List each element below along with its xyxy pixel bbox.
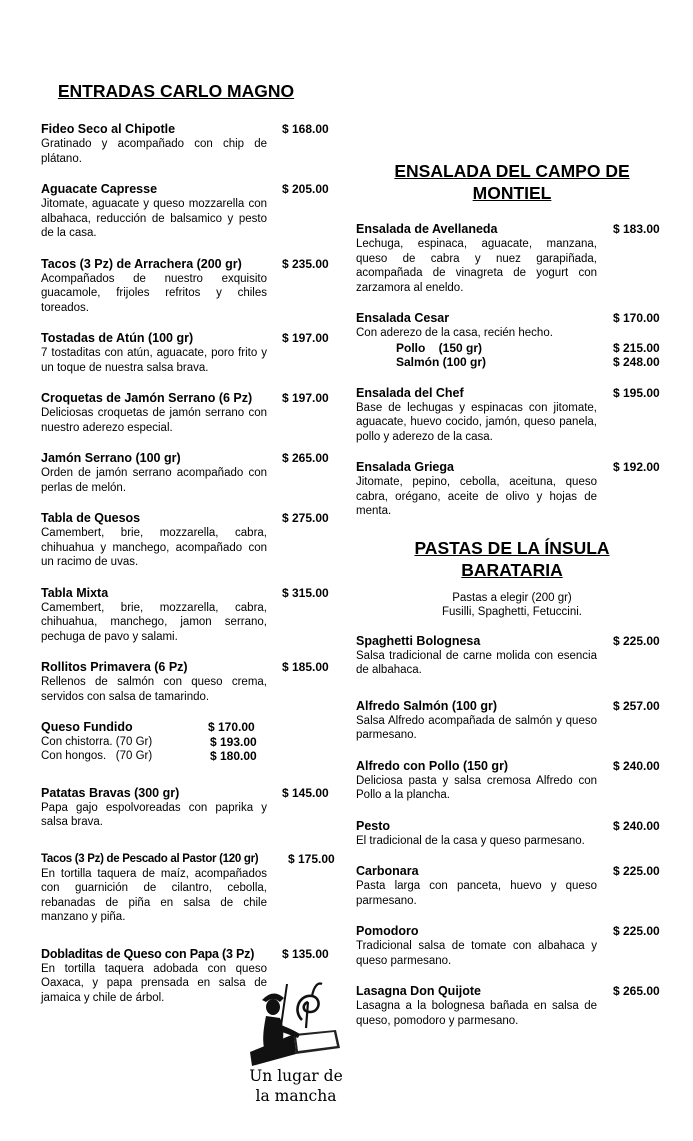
item-description: Camembert, brie, mozzarella, cabra, chihuahua y manchego, acompañado con un racimo de uvas. bbox=[41, 527, 267, 568]
menu-item bbox=[41, 257, 336, 316]
item-name: Ensalada del Chef bbox=[356, 385, 464, 400]
section-title-line: MONTIEL bbox=[472, 183, 552, 203]
option-row bbox=[41, 749, 336, 764]
item-description: El tradicional de la casa y queso parmesano. bbox=[356, 834, 585, 847]
logo-text bbox=[236, 1066, 356, 1106]
option-label: Con hongos. (70 Gr) bbox=[41, 750, 153, 762]
menu-item bbox=[41, 511, 336, 570]
item-description: Lechuga, espinaca, aguacate, manzana, queso de cabra y nuez garapiñada, acompañada de vinagreta de yogurt con zarzamora al eneldo. bbox=[356, 238, 597, 294]
item-name: Ensalada Cesar bbox=[356, 311, 450, 325]
item-name: Alfredo con Pollo (150 gr) bbox=[356, 758, 509, 773]
pasta-note-line: Fusilli, Spaghetti, Fetuccini. bbox=[442, 606, 582, 618]
item-name: Jamón Serrano (100 gr) bbox=[41, 451, 181, 465]
option-row bbox=[356, 355, 668, 370]
item-name: Tacos (3 Pz) de Pescado al Pastor (120 gr) bbox=[41, 852, 259, 865]
item-description: Lasagna a la bolognesa bañada en salsa de queso, pomodoro y parmesano. bbox=[356, 1000, 597, 1027]
item-price: $ 257.00 bbox=[613, 698, 660, 713]
item-description: Salsa Alfredo acompañada de salmón y queso parmesano. bbox=[356, 714, 597, 741]
menu-item bbox=[356, 819, 668, 849]
option-price: $ 180.00 bbox=[210, 749, 257, 763]
item-price: $ 235.00 bbox=[282, 256, 329, 271]
item-name: Aguacate Capresse bbox=[41, 182, 158, 196]
menu-item bbox=[41, 182, 336, 241]
item-description: Con aderezo de la casa, recién hecho. bbox=[356, 327, 553, 339]
item-price: $ 225.00 bbox=[613, 633, 660, 648]
item-name: Croquetas de Jamón Serrano (6 Pz) bbox=[41, 391, 253, 405]
restaurant-logo bbox=[236, 980, 356, 1110]
item-price: $ 195.00 bbox=[613, 385, 660, 400]
item-description: Orden de jamón serrano acompañado con perlas de melón. bbox=[41, 467, 267, 494]
section-title-line: ENSALADA DEL CAMPO DE bbox=[394, 161, 630, 181]
entradas-column bbox=[41, 80, 336, 1021]
entradas-list bbox=[41, 122, 336, 1005]
item-name: Spaghetti Bolognesa bbox=[356, 633, 481, 648]
section-title-line: PASTAS DE LA ÍNSULA bbox=[414, 537, 610, 558]
item-name: Carbonara bbox=[356, 864, 419, 878]
option-price: $ 248.00 bbox=[613, 355, 660, 369]
menu-item-ensalada-cesar bbox=[356, 311, 668, 370]
option-label: Con chistorra. (70 Gr) bbox=[41, 735, 153, 748]
menu-item bbox=[356, 699, 668, 743]
item-price: $ 197.00 bbox=[282, 391, 329, 405]
item-name: Lasagna Don Quijote bbox=[356, 984, 482, 998]
option-row bbox=[356, 341, 668, 356]
item-price: $ 265.00 bbox=[282, 451, 329, 465]
item-description: Jitomate, aguacate y queso mozzarella con albahaca, reducción de balsamico y pesto de la casa. bbox=[41, 198, 267, 239]
item-description: En tortilla taquera adobada con queso Oaxaca, y papa prensada en salsa de jamaica y chile de árbol. bbox=[41, 962, 267, 1004]
menu-item bbox=[356, 984, 668, 1028]
ensaladas-pastas-column bbox=[356, 160, 668, 1044]
item-price: $ 145.00 bbox=[282, 785, 329, 800]
option-label: Pollo (150 gr) bbox=[396, 340, 483, 355]
menu-item bbox=[356, 460, 668, 519]
menu-item-queso-fundido bbox=[41, 720, 336, 764]
item-name: Pesto bbox=[356, 818, 391, 833]
item-description: En tortilla taquera de maíz, acompañados con guarnición de cilantro, cebolla, rebanadas de piña en salsa de chile manzano y piña. bbox=[41, 867, 267, 923]
menu-item bbox=[356, 864, 668, 908]
item-name: Ensalada de Avellaneda bbox=[356, 222, 498, 236]
item-description: Camembert, brie, mozzarella, cabra, chihuahua, manchego, jamon serrano, pechuga de pavo y salami. bbox=[41, 601, 267, 643]
don-quijote-reading-icon bbox=[236, 980, 356, 1066]
section-title-pastas bbox=[356, 537, 668, 581]
item-price: $ 225.00 bbox=[613, 924, 660, 938]
item-price: $ 175.00 bbox=[288, 851, 335, 866]
item-description: Gratinado y acompañado con chip de plátano. bbox=[41, 138, 267, 165]
menu-item bbox=[41, 451, 336, 495]
item-description: Base de lechugas y espinacas con jitomate, aguacate, huevo cocido, jamón, queso panela, pollo y aderezo de la casa. bbox=[356, 401, 597, 443]
item-price: $ 185.00 bbox=[282, 660, 329, 674]
section-title-line: BARATARIA bbox=[461, 559, 563, 580]
menu-item bbox=[41, 391, 336, 435]
item-price: $ 275.00 bbox=[282, 511, 329, 525]
option-price: $ 193.00 bbox=[210, 734, 257, 749]
item-name: Tabla Mixta bbox=[41, 585, 109, 600]
section-title-entradas: ENTRADAS CARLO MAGNO bbox=[57, 81, 295, 101]
item-name: Queso Fundido bbox=[41, 720, 133, 734]
menu-item bbox=[356, 222, 668, 295]
menu-item bbox=[41, 852, 336, 925]
menu-item bbox=[41, 586, 336, 645]
pasta-note bbox=[356, 591, 668, 620]
menu-item bbox=[356, 634, 668, 678]
menu-item bbox=[356, 759, 668, 803]
section-title-ensaladas bbox=[356, 160, 668, 204]
item-price: $ 197.00 bbox=[282, 331, 329, 345]
item-description: Salsa tradicional de carne molida con esencia de albahaca. bbox=[356, 649, 597, 676]
item-price: $ 192.00 bbox=[613, 460, 660, 474]
item-description: Deliciosas croquetas de jamón serrano con nuestro aderezo especial. bbox=[41, 407, 267, 434]
item-description: Rellenos de salmón con queso crema, servidos con salsa de tamarindo. bbox=[41, 676, 267, 703]
menu-item bbox=[356, 924, 668, 968]
item-name: Fideo Seco al Chipotle bbox=[41, 122, 176, 136]
item-description: Deliciosa pasta y salsa cremosa Alfredo con Pollo a la plancha. bbox=[356, 774, 597, 801]
item-description: Acompañados de nuestro exquisito guacamole, frijoles refritos y chiles toreados. bbox=[41, 272, 267, 314]
item-price: $ 315.00 bbox=[282, 585, 329, 600]
item-name: Pomodoro bbox=[356, 924, 419, 938]
option-label: Salmón (100 gr) bbox=[396, 355, 487, 369]
item-price: $ 240.00 bbox=[613, 758, 660, 773]
item-price: $ 240.00 bbox=[613, 818, 660, 833]
option-row bbox=[41, 735, 336, 750]
item-name: Alfredo Salmón (100 gr) bbox=[356, 698, 497, 713]
item-description: Tradicional salsa de tomate con albahaca y queso parmesano. bbox=[356, 940, 597, 967]
item-price: $ 205.00 bbox=[282, 182, 329, 196]
logo-text-line: la mancha bbox=[255, 1087, 337, 1105]
item-description: Jitomate, pepino, cebolla, aceituna, queso cabra, orégano, aceite de olivo y hojas de menta. bbox=[356, 476, 597, 517]
item-price: $ 225.00 bbox=[613, 864, 660, 878]
menu-item bbox=[41, 122, 336, 166]
item-name: Tacos (3 Pz) de Arrachera (200 gr) bbox=[41, 256, 242, 271]
item-price: $ 168.00 bbox=[282, 122, 329, 136]
item-name: Dobladitas de Queso con Papa (3 Pz) bbox=[41, 946, 255, 961]
menu-item bbox=[41, 660, 336, 704]
option-price: $ 215.00 bbox=[613, 340, 660, 355]
item-price: $ 265.00 bbox=[613, 984, 660, 998]
item-price: $ 183.00 bbox=[613, 222, 660, 236]
item-price: $ 170.00 bbox=[613, 311, 660, 325]
menu-item bbox=[41, 331, 336, 375]
menu-item bbox=[41, 786, 336, 830]
menu-item bbox=[356, 386, 668, 445]
item-price: $ 170.00 bbox=[208, 720, 255, 734]
item-name: Patatas Bravas (300 gr) bbox=[41, 785, 180, 800]
item-description: 7 tostaditas con atún, aguacate, poro frito y un toque de nuestra salsa brava. bbox=[41, 347, 267, 374]
item-name: Ensalada Griega bbox=[356, 460, 454, 474]
item-description: Papa gajo espolvoreadas con paprika y salsa brava. bbox=[41, 801, 267, 828]
item-description: Pasta larga con panceta, huevo y queso parmesano. bbox=[356, 880, 597, 907]
logo-text-line: Un lugar de bbox=[249, 1067, 343, 1085]
item-price: $ 135.00 bbox=[282, 946, 329, 961]
pasta-note-line: Pastas a elegir (200 gr) bbox=[452, 591, 572, 604]
item-name: Rollitos Primavera (6 Pz) bbox=[41, 660, 188, 674]
item-name: Tabla de Quesos bbox=[41, 511, 141, 525]
item-name: Tostadas de Atún (100 gr) bbox=[41, 331, 194, 345]
